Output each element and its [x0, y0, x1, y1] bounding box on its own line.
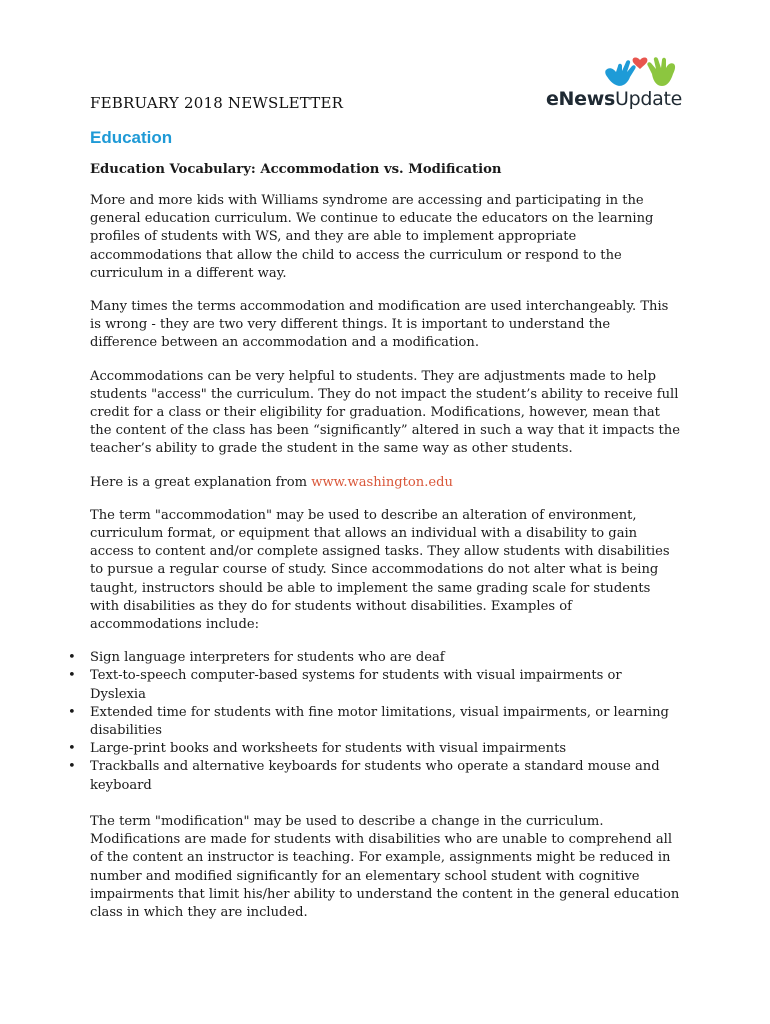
list-item-text: Trackballs and alternative keyboards for students who operate a standard mouse and keyboard [90, 759, 660, 793]
list-item-text: Large-print books and worksheets for students with visual impairments [90, 741, 567, 757]
newsletter-title: FEBRUARY 2018 NEWSLETTER [90, 94, 344, 112]
paragraph-terms: Many times the terms accommodation and modification are used interchangeably. This is wrong - they are two very different things. It is important to understand the difference between an accommodation and a modification. [90, 299, 669, 351]
bullet-icon: • [68, 668, 76, 684]
newsletter-content [68, 128, 680, 937]
paragraph-accommodation-definition: The term "accommodation" may be used to describe an alteration of environment, curriculum format, or equipment that allows an individual with a disability to gain access to content and/or complete assigned tasks. They allow students with disabilities to pursue a regular course of study. Since accommodations do not alter what is being taught, instructors should be able to implement the same grading scale for students with disabilities as they do for students without disabilities. Examples of accommodations include: [90, 507, 670, 633]
list-item [68, 667, 680, 703]
bullet-icon: • [68, 759, 76, 775]
accommodation-examples-list [68, 649, 680, 795]
bullet-icon: • [68, 704, 76, 720]
list-item [68, 740, 680, 758]
washington-edu-link[interactable]: www.washington.edu [311, 474, 453, 490]
logo-wordmark [546, 88, 682, 110]
list-item [68, 758, 680, 794]
newsletter-header [90, 44, 690, 124]
bullet-icon: • [68, 741, 76, 757]
logo-wordmark-bold: eNews [545, 88, 615, 110]
paragraph-intro: More and more kids with Williams syndrome are accessing and participating in the general education curriculum. We continue to educate the educators on the learning profiles of students with WS, and they are able to implement appropriate accommodations that allow the child to access the curriculum or respond to the curriculum in a different way. [90, 193, 654, 281]
enews-update-logo [532, 44, 682, 116]
list-item-text: Extended time for students with fine motor limitations, visual impairments, or learning disabilities [90, 704, 669, 739]
section-title: Education [90, 128, 173, 147]
list-item [68, 649, 680, 667]
logo-wordmark-regular: Update [614, 88, 682, 110]
bullet-icon: • [68, 650, 76, 666]
article-title: Education Vocabulary: Accommodation vs. Modification [90, 162, 502, 177]
paragraph-accommodations: Accommodations can be very helpful to students. They are adjustments made to help students "access" the curriculum. They do not impact the student’s ability to receive full credit for a class or their eligibility for graduation. Modifications, however, mean that the content of the class has been “significantly” altered in such a way that it impacts the teacher’s ability to grade the student in the same way as other students. [90, 368, 680, 457]
paragraph-modification-definition: The term "modification" may be used to describe a change in the curriculum. Modifications are made for students with disabilities who are unable to comprehend all of the content an instructor is teaching. For example, assignments might be reduced in number and modified significantly for an elementary school student with cognitive impairments that limit his/her ability to understand the content in the general education class in which they are included. [90, 813, 680, 920]
list-item-text: Sign language interpreters for students who are deaf [90, 650, 445, 666]
list-item-text: Text-to-speech computer-based systems for students with visual impairments or Dyslexia [90, 668, 622, 702]
list-item [68, 704, 680, 740]
explanation-text: Here is a great explanation from [90, 474, 312, 490]
paragraph-explanation [90, 474, 680, 492]
